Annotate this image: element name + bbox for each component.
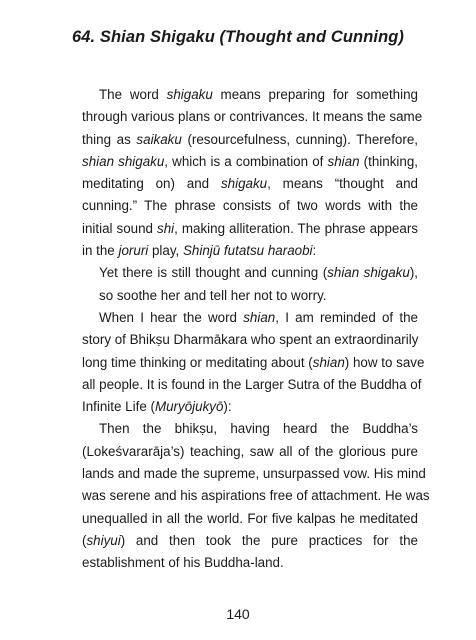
text-line: initial sound shi, making alliteration. The phrase appears — [82, 220, 418, 236]
page-number: 140 — [226, 606, 250, 622]
text-line: so soothe her and tell her not to worry. — [99, 287, 327, 303]
text-line: Infinite Life (Muryōjukyō): — [82, 399, 232, 415]
text-line: all people. It is found in the Larger Sutra of the Buddha of — [82, 376, 422, 392]
text-line: shian shigaku, which is a combination of shian (thinking, — [82, 153, 418, 169]
text-line: (Lokeśvararāja’s) teaching, saw all of the glorious pure — [82, 443, 418, 459]
text-line: story of Bhikṣu Dharmākara who spent an extraordinarily — [82, 332, 419, 348]
text-line: Then the bhikṣu, having heard the Buddha’s — [99, 421, 418, 437]
text-line: establishment of his Buddha-land. — [82, 555, 284, 571]
text-line: (shiyui) and then took the pure practices for the — [82, 532, 418, 548]
text-line: When I hear the word shian, I am reminded of the — [99, 309, 418, 325]
body-text — [82, 84, 430, 575]
text-line: meditating on) and shigaku, means “thought and — [82, 176, 418, 192]
text-line: lands and made the supreme, unsurpassed vow. His mind — [82, 466, 426, 482]
chapter-title: 64. Shian Shigaku (Thought and Cunning) — [71, 28, 405, 46]
text-line: thing as saikaku (resourcefulness, cunning). Therefore, — [82, 131, 418, 147]
quotation-joruri — [82, 262, 418, 307]
text-line: unequalled in all the world. For five kalpas he meditated — [82, 510, 418, 526]
text-line: The word shigaku means preparing for something — [99, 87, 418, 102]
text-line: was serene and his aspirations free of attachment. He was — [82, 488, 430, 504]
text-line: long time thinking or meditating about (shian) how to save — [82, 354, 425, 370]
text-line: cunning.” The phrase consists of two words with the — [82, 198, 418, 214]
text-line: in the joruri play, Shinjū futatsu haraobi: — [82, 243, 317, 259]
text-line: Yet there is still thought and cunning (shian shigaku), — [99, 265, 419, 281]
quotation-sutra — [82, 418, 430, 574]
paragraph-definition — [82, 84, 423, 262]
paragraph-dharmakara — [82, 307, 425, 418]
text-line: through various plans or contrivances. It means the same — [82, 109, 423, 125]
